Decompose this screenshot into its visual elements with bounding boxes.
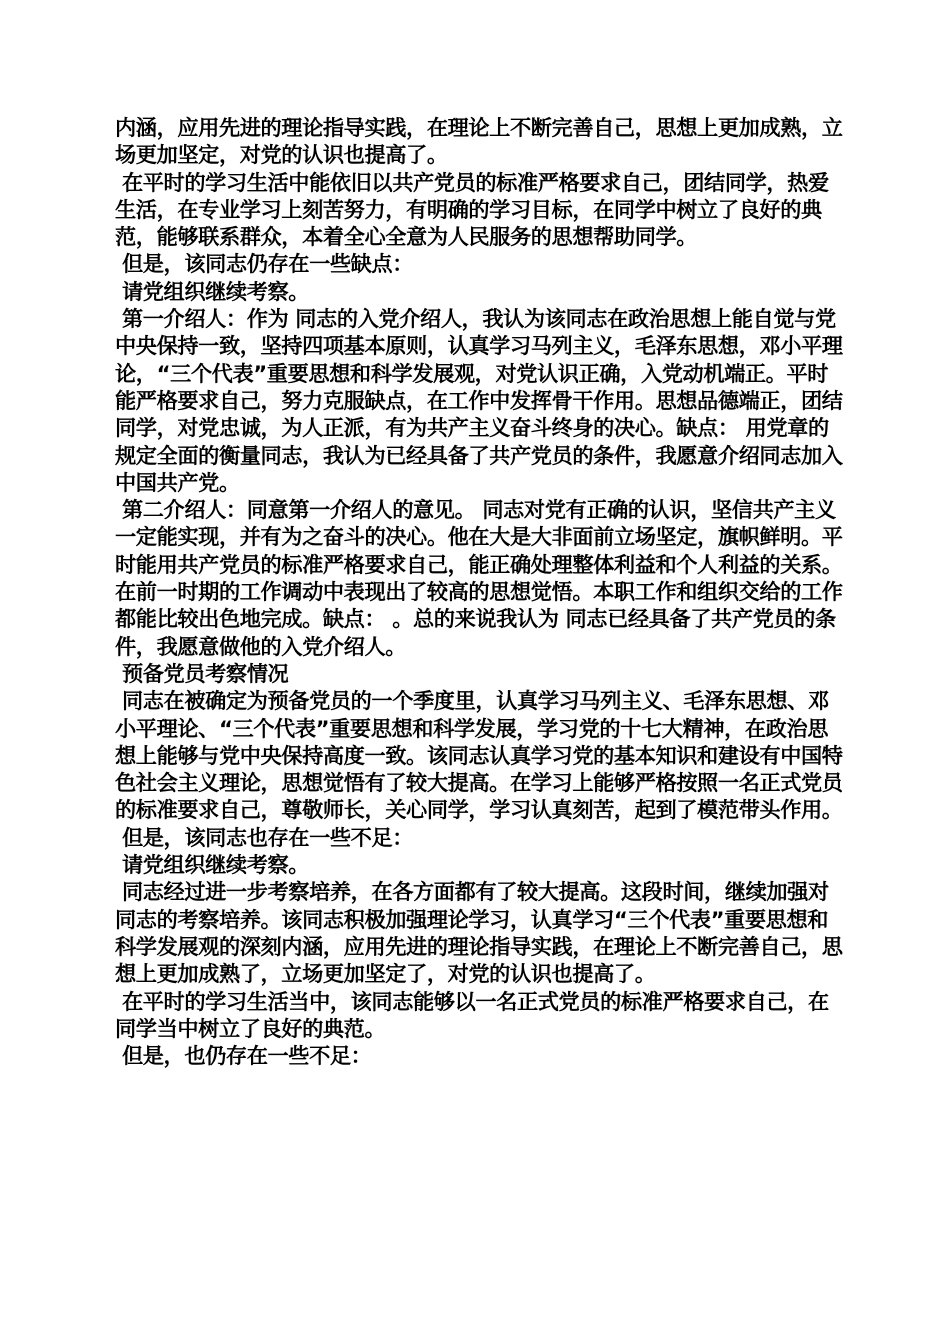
paragraph: 在平时的学习生活中能依旧以共产党员的标准严格要求自己，团结同学，热爱生活，在专业学习上刻苦努力，有明确的学习目标，在同学中树立了良好的典范，能够联系群众，本着全心全意为人民服务的思想帮助同学。 [115, 169, 829, 250]
paragraph: 但是，也仍存在一些不足： [115, 1043, 372, 1069]
paragraph: 请党组织继续考察。 [115, 278, 310, 304]
paragraph: 同志在被确定为预备党员的一个季度里，认真学习马列主义、毛泽东思想、邓小平理论、“三个代表”重要思想和科学发展，学习党的十七大精神，在政治思想上能够与党中央保持高度一致。该同志认真学习党的基本知识和建设有中国特色社会主义理论，思想觉悟有了较大提高。在学习上能够严格按照一名正式党员的标准要求自己，尊敬师长，关心同学，学习认真刻苦，起到了模范带头作用。 [115, 688, 843, 823]
paragraph: 但是，该同志也存在一些不足： [115, 824, 414, 850]
paragraph: 但是，该同志仍存在一些缺点： [115, 251, 414, 277]
section-heading: 预备党员考察情况 [115, 660, 289, 686]
paragraph: 第二介绍人：同意第一介绍人的意见。 同志对党有正确的认识，坚信共产主义一定能实现，并有为之奋斗的决心。他在大是大非面前立场坚定，旗帜鲜明。平时能用共产党员的标准严格要求自己，能正确处理整体利益和个人利益的关系。在前一时期的工作调动中表现出了较高的思想觉悟。本职工作和组织交给的工作都能比较出色地完成。缺点： 。总的来说我认为 同志已经具备了共产党员的条件，我愿意做他的入党介绍人。 [115, 497, 843, 659]
document-body [115, 114, 845, 1069]
paragraph: 内涵，应用先进的理论指导实践，在理论上不断完善自己，思想上更加成熟，立场更加坚定，对党的认识也提高了。 [115, 115, 843, 168]
paragraph: 同志经过进一步考察培养，在各方面都有了较大提高。这段时间，继续加强对 同志的考察培养。该同志积极加强理论学习，认真学习“三个代表”重要思想和科学发展观的深刻内涵，应用先进的理论指导实践，在理论上不断完善自己，思想上更加成熟了，立场更加坚定了，对党的认识也提高了。 [115, 879, 843, 987]
paragraph: 请党组织继续考察。 [115, 852, 310, 878]
paragraph: 在平时的学习生活当中，该同志能够以一名正式党员的标准严格要求自己，在同学当中树立了良好的典范。 [115, 988, 829, 1041]
paragraph: 第一介绍人：作为 同志的入党介绍人，我认为该同志在政治思想上能自觉与党中央保持一致，坚持四项基本原则，认真学习马列主义，毛泽东思想，邓小平理论，“三个代表”重要思想和科学发展观，对党认识正确，入党动机端正。平时能严格要求自己，努力克服缺点，在工作中发挥骨干作用。思想品德端正，团结同学，对党忠诚，为人正派，有为共产主义奋斗终身的决心。缺点： 用党章的规定全面的衡量同志，我认为已经具备了共产党员的条件，我愿意介绍同志加入中国共产党。 [115, 306, 843, 495]
